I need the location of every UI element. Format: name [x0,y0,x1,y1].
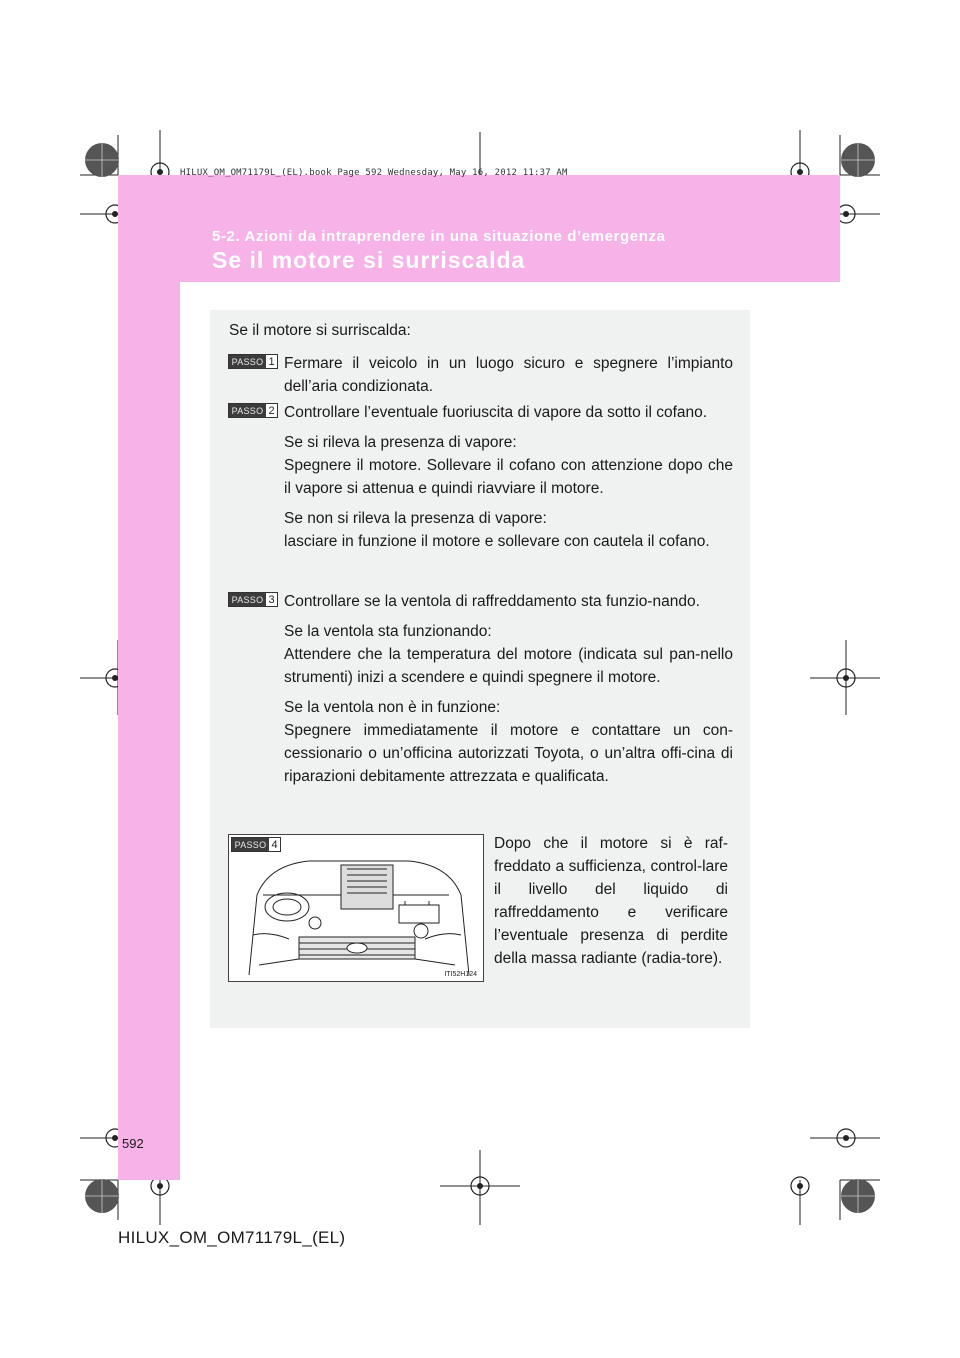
step-text: Dopo che il motore si è raf-freddato a sufficienza, control-lare il livello del liquido di raffreddamento e verificare l’eventuale presenza di perdite della massa radiante (radia-tore). [494,835,728,967]
engine-drawing [229,835,483,981]
step-badge-number: 2 [266,404,277,417]
step-badge-number: 4 [269,838,280,851]
step-badge-label: PASSO [232,838,269,851]
step-badge [228,592,278,607]
engine-compartment-illustration [228,834,484,982]
step-badge-number: 1 [266,355,277,368]
step-text: Controllare l’eventuale fuoriuscita di vapore da sotto il cofano. [284,404,708,421]
step-badge [228,354,278,369]
step-badge [231,837,281,852]
step-action: Spegnere il motore. Sollevare il cofano con attenzione dopo che il vapore si attenua e quindi riavviare il motore. [284,457,733,497]
footer-document-id: HILUX_OM_OM71179L_(EL) [118,1228,346,1247]
step-text: Fermare il veicolo in un luogo sicuro e spegnere l’impianto dell’aria condizionata. [284,355,733,395]
step-2 [228,401,733,560]
section-label: 5-2. Azioni da intraprendere in una situazione d’emergenza [212,228,666,245]
page-number: 592 [122,1136,144,1151]
step-badge-label: PASSO [229,404,266,417]
step-3 [228,590,733,795]
procedure-box [210,310,750,1028]
side-tab-strip [118,175,180,1180]
step-condition: Se la ventola sta funzionando: [284,623,492,640]
header-band [118,168,840,282]
procedure-intro: Se il motore si surriscalda: [229,322,411,339]
figure-code: ITI52H124 [444,971,477,978]
step-badge-label: PASSO [229,355,266,368]
step-condition: Se non si rileva la presenza di vapore: [284,510,547,527]
step-badge-number: 3 [266,593,277,606]
step-condition: Se si rileva la presenza di vapore: [284,434,517,451]
step-1 [228,352,733,405]
book-info-line: HILUX_OM_OM71179L_(EL).book Page 592 Wednesday, May 16, 2012 11:37 AM [180,168,568,178]
step-action: Attendere che la temperatura del motore (indicata sul pan-nello strumenti) inizi a scendere e quindi spegnere il motore. [284,646,733,686]
step-condition: Se la ventola non è in funzione: [284,699,501,716]
step-text: Controllare se la ventola di raffreddamento sta funzio-nando. [284,593,700,610]
step-action: Spegnere immediatamente il motore e contattare un con-cessionario o un’officina autorizzati Toyota, o un’altra offi-cina di riparazioni debitamente attrezzata e qualificata. [284,722,733,785]
step-badge-label: PASSO [229,593,266,606]
page-title: Se il motore si surriscalda [212,247,526,273]
step-action: lasciare in funzione il motore e sollevare con cautela il cofano. [284,533,710,550]
step-badge [228,403,278,418]
